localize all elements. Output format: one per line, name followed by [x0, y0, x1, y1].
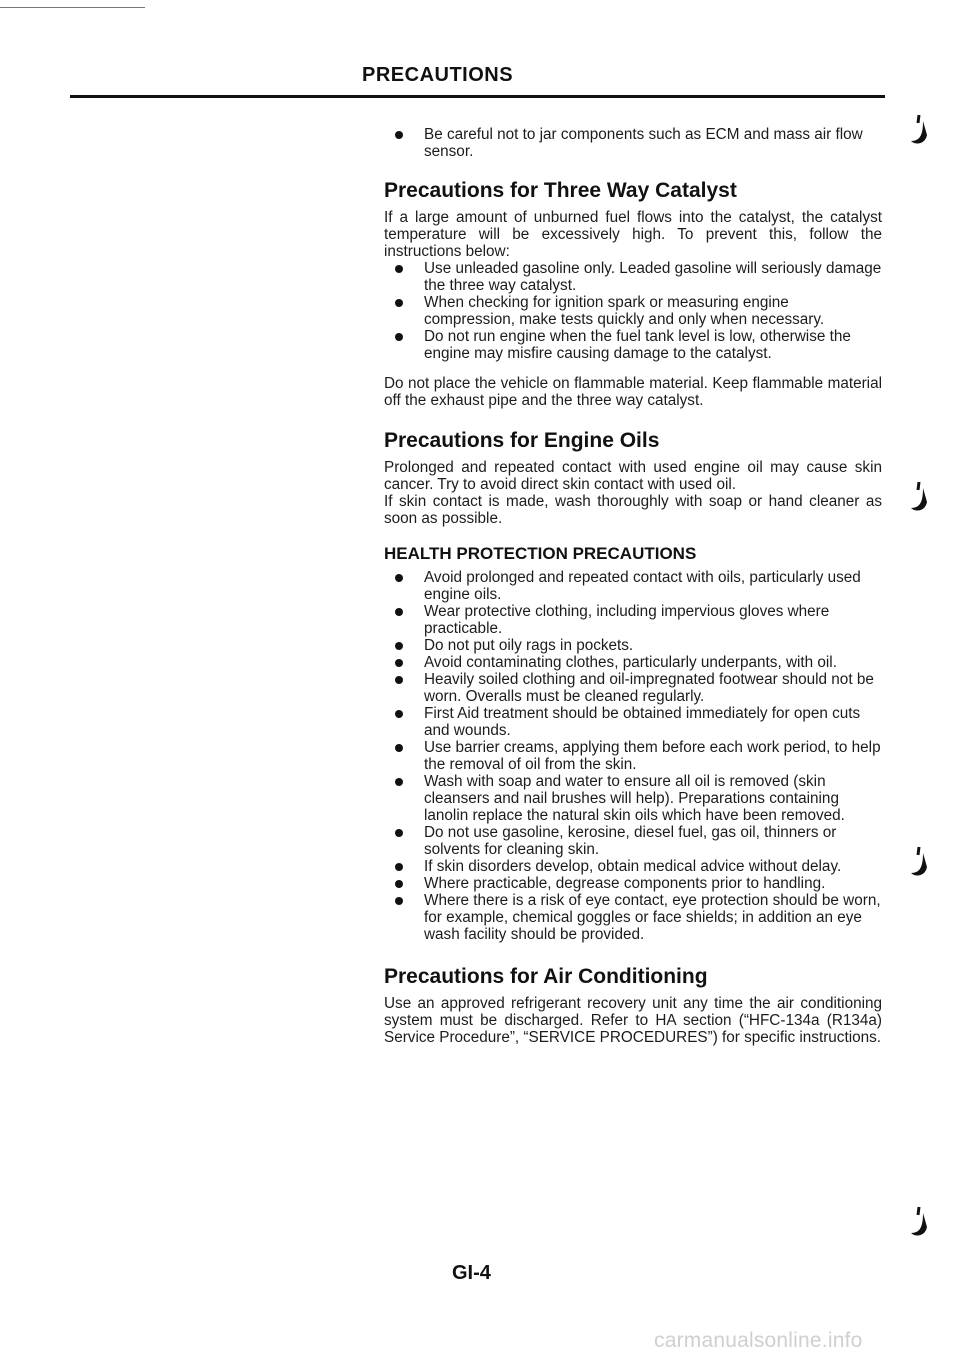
oils-paragraph: Prolonged and repeated contact with used engine oil may cause skin cancer. Try to avoid direct skin contact with used oil.	[384, 459, 882, 493]
intro-list	[384, 126, 882, 160]
list-item: Heavily soiled clothing and oil-impregnated footwear should not be worn. Overalls must be cleaned regularly.	[384, 671, 882, 705]
revision-mark-icon	[905, 1205, 929, 1241]
list-item: Do not run engine when the fuel tank level is low, otherwise the engine may misfire causing damage to the catalyst.	[384, 328, 882, 362]
list-item: Avoid contaminating clothes, particularly underpants, with oil.	[384, 654, 882, 671]
main-content	[384, 120, 882, 1046]
list-item: Do not put oily rags in pockets.	[384, 637, 882, 654]
bullet-icon	[395, 744, 403, 752]
watermark: carmanualsonline.info	[654, 1329, 863, 1352]
page-number: GI-4	[452, 1262, 491, 1284]
bullet-icon	[395, 642, 403, 650]
revision-mark-icon	[905, 480, 929, 516]
list-item: Where practicable, degrease components prior to handling.	[384, 875, 882, 892]
bullet-icon	[395, 333, 403, 341]
list-item: Avoid prolonged and repeated contact with oils, particularly used engine oils.	[384, 569, 882, 603]
header-rule	[70, 95, 885, 98]
bullet-icon	[395, 778, 403, 786]
bullet-icon	[395, 897, 403, 905]
list-item: Do not use gasoline, kerosine, diesel fuel, gas oil, thinners or solvents for cleaning skin.	[384, 824, 882, 858]
list-item: Where there is a risk of eye contact, eye protection should be worn, for example, chemical goggles or face shields; in addition an eye wash facility should be provided.	[384, 892, 882, 943]
bullet-icon	[395, 574, 403, 582]
bullet-icon	[395, 863, 403, 871]
revision-mark-icon	[905, 113, 929, 149]
bullet-icon	[395, 659, 403, 667]
section-heading-health: HEALTH PROTECTION PRECAUTIONS	[384, 544, 697, 563]
ac-paragraph: Use an approved refrigerant recovery unit any time the air conditioning system must be discharged. Refer to HA section (“HFC-134a (R134a) Service Procedure”, “SERVICE PROCEDURES”) for specific instructions.	[384, 995, 882, 1046]
list-item: When checking for ignition spark or measuring engine compression, make tests quickly and only when necessary.	[384, 294, 882, 328]
list-item: Be careful not to jar components such as ECM and mass air flow sensor.	[384, 126, 882, 160]
section-heading-ac: Precautions for Air Conditioning	[384, 965, 708, 988]
catalyst-paragraph-2: Do not place the vehicle on flammable material. Keep flammable material off the exhaust pipe and the three way catalyst.	[384, 375, 882, 409]
bullet-icon	[395, 829, 403, 837]
page-header-title: PRECAUTIONS	[362, 64, 514, 86]
revision-mark-icon	[905, 845, 929, 881]
list-item: Wear protective clothing, including impervious gloves where practicable.	[384, 603, 882, 637]
list-item: If skin disorders develop, obtain medical advice without delay.	[384, 858, 882, 875]
bullet-icon	[395, 676, 403, 684]
bullet-icon	[395, 131, 403, 139]
list-item: Use barrier creams, applying them before each work period, to help the removal of oil from the skin.	[384, 739, 882, 773]
list-item: Use unleaded gasoline only. Leaded gasoline will seriously damage the three way catalyst.	[384, 260, 882, 294]
top-edge-rule	[0, 7, 145, 8]
health-list	[384, 569, 882, 943]
list-item: First Aid treatment should be obtained immediately for open cuts and wounds.	[384, 705, 882, 739]
catalyst-paragraph: If a large amount of unburned fuel flows into the catalyst, the catalyst temperature will be excessively high. To prevent this, follow the instructions below:	[384, 209, 882, 260]
oils-paragraph-2: If skin contact is made, wash thoroughly with soap or hand cleaner as soon as possible.	[384, 493, 882, 527]
bullet-icon	[395, 880, 403, 888]
bullet-icon	[395, 608, 403, 616]
list-item: Wash with soap and water to ensure all oil is removed (skin cleansers and nail brushes will help). Preparations containing lanolin replace the natural skin oils which have been removed.	[384, 773, 882, 824]
bullet-icon	[395, 299, 403, 307]
bullet-icon	[395, 710, 403, 718]
catalyst-list	[384, 260, 882, 362]
section-heading-catalyst: Precautions for Three Way Catalyst	[384, 179, 737, 202]
bullet-icon	[395, 265, 403, 273]
section-heading-oils: Precautions for Engine Oils	[384, 429, 660, 452]
